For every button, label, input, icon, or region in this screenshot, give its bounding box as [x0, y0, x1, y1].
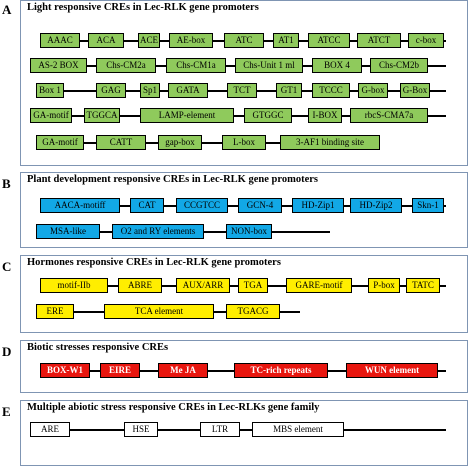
- promoter-row: [0, 304, 474, 320]
- cre-element-box: BOX-W1: [40, 363, 90, 378]
- cre-element-box: G-Box: [400, 83, 430, 98]
- cre-element-box: ACA: [88, 33, 124, 48]
- cre-element-box: AS-2 BOX: [30, 58, 87, 73]
- cre-element-box: L-box: [222, 135, 266, 150]
- promoter-row: [0, 58, 474, 74]
- promoter-row: [0, 224, 474, 240]
- cre-element-box: LAMP-element: [140, 108, 234, 123]
- cre-element-box: MBS element: [252, 422, 344, 437]
- cre-element-box: WUN element: [346, 363, 438, 378]
- cre-element-box: c-box: [408, 33, 444, 48]
- cre-element-box: GAG: [96, 83, 126, 98]
- cre-element-box: CATT: [96, 135, 146, 150]
- cre-element-box: TCCC: [312, 83, 350, 98]
- cre-element-box: HSE: [124, 422, 158, 437]
- cre-element-box: Chs-Unit 1 ml: [235, 58, 303, 73]
- cre-element-box: P-box: [368, 278, 400, 293]
- cre-element-box: ARE: [30, 422, 70, 437]
- cre-element-box: Chs-CM2b: [370, 58, 428, 73]
- cre-element-box: ACE: [138, 33, 160, 48]
- cre-element-box: GTGGC: [244, 108, 292, 123]
- panel-d-title: Biotic stresses responsive CREs: [27, 342, 169, 353]
- cre-element-box: I-BOX: [308, 108, 342, 123]
- cre-element-box: AE-box: [169, 33, 213, 48]
- cre-element-box: TC-rich repeats: [234, 363, 328, 378]
- panel-d-letter: D: [2, 344, 12, 359]
- cre-element-box: GCN-4: [238, 198, 282, 213]
- cre-element-box: TCT: [227, 83, 257, 98]
- cre-element-box: GA-motif: [36, 135, 84, 150]
- cre-element-box: GARE-motif: [286, 278, 352, 293]
- cre-element-box: AAAC: [40, 33, 80, 48]
- promoter-row: [0, 278, 474, 294]
- cre-element-box: ATCC: [308, 33, 350, 48]
- cre-element-box: AACA-motiff: [40, 198, 120, 213]
- panel-c-title: Hormones responsive CREs in Lec-RLK gene promoters: [27, 257, 281, 268]
- promoter-row: [0, 363, 474, 379]
- cre-element-box: AT1: [273, 33, 299, 48]
- cre-element-box: TGACG: [226, 304, 280, 319]
- panel-c-letter: C: [2, 259, 12, 274]
- cre-element-box: MSA-like: [36, 224, 100, 239]
- cre-element-box: ERE: [36, 304, 74, 319]
- cre-element-box: G-box: [358, 83, 388, 98]
- cre-element-box: Sp1: [140, 83, 160, 98]
- cre-element-box: rbcS-CMA7a: [350, 108, 428, 123]
- panel-b-letter: B: [2, 176, 11, 191]
- cre-element-box: CCGTCC: [176, 198, 228, 213]
- cre-element-box: GT1: [276, 83, 302, 98]
- cre-element-box: ABRE: [118, 278, 162, 293]
- cre-element-box: GATA: [168, 83, 208, 98]
- panel-e-letter: E: [2, 404, 11, 419]
- cre-element-box: Box 1: [36, 83, 64, 98]
- cre-element-box: LTR: [200, 422, 240, 437]
- cre-element-box: TCA element: [104, 304, 214, 319]
- cre-element-box: gap-box: [158, 135, 202, 150]
- promoter-row: [0, 422, 474, 438]
- cre-element-box: Skn-1: [412, 198, 444, 213]
- cre-element-box: Chs-CM1a: [166, 58, 226, 73]
- cre-element-box: Chs-CM2a: [96, 58, 156, 73]
- cre-element-box: HD-Zip2: [350, 198, 402, 213]
- cre-element-box: motif-IIb: [40, 278, 108, 293]
- cre-element-box: O2 and RY elements: [112, 224, 204, 239]
- cre-element-box: Me JA: [158, 363, 208, 378]
- promoter-row: [0, 83, 474, 99]
- panel-b-title: Plant development responsive CREs in Lec-RLK gene promoters: [27, 174, 318, 185]
- cre-element-box: ATC: [224, 33, 264, 48]
- cre-element-box: EIRE: [100, 363, 140, 378]
- panel-a-letter: A: [2, 2, 12, 17]
- cre-element-box: ATCT: [357, 33, 401, 48]
- promoter-row: [0, 108, 474, 124]
- panel-a-title: Light responsive CREs in Lec-RLK gene promoters: [27, 2, 259, 13]
- panel-e-title: Multiple abiotic stress responsive CREs in Lec-RLKs gene family: [27, 402, 320, 413]
- panel-c: [20, 255, 468, 333]
- cre-element-box: NON-box: [226, 224, 272, 239]
- cre-element-box: CAT: [130, 198, 164, 213]
- cre-element-box: AUX/ARR: [176, 278, 230, 293]
- promoter-row: [0, 135, 474, 151]
- promoter-row: [0, 33, 474, 49]
- cre-element-box: TATC: [406, 278, 440, 293]
- cre-element-box: BOX 4: [312, 58, 362, 73]
- cre-element-box: GA-motif: [30, 108, 72, 123]
- promoter-row: [0, 198, 474, 214]
- cre-element-box: TGA: [238, 278, 268, 293]
- cre-element-box: 3-AF1 binding site: [280, 135, 380, 150]
- cre-element-box: TGGCA: [84, 108, 120, 123]
- cre-element-box: HD-Zip1: [292, 198, 344, 213]
